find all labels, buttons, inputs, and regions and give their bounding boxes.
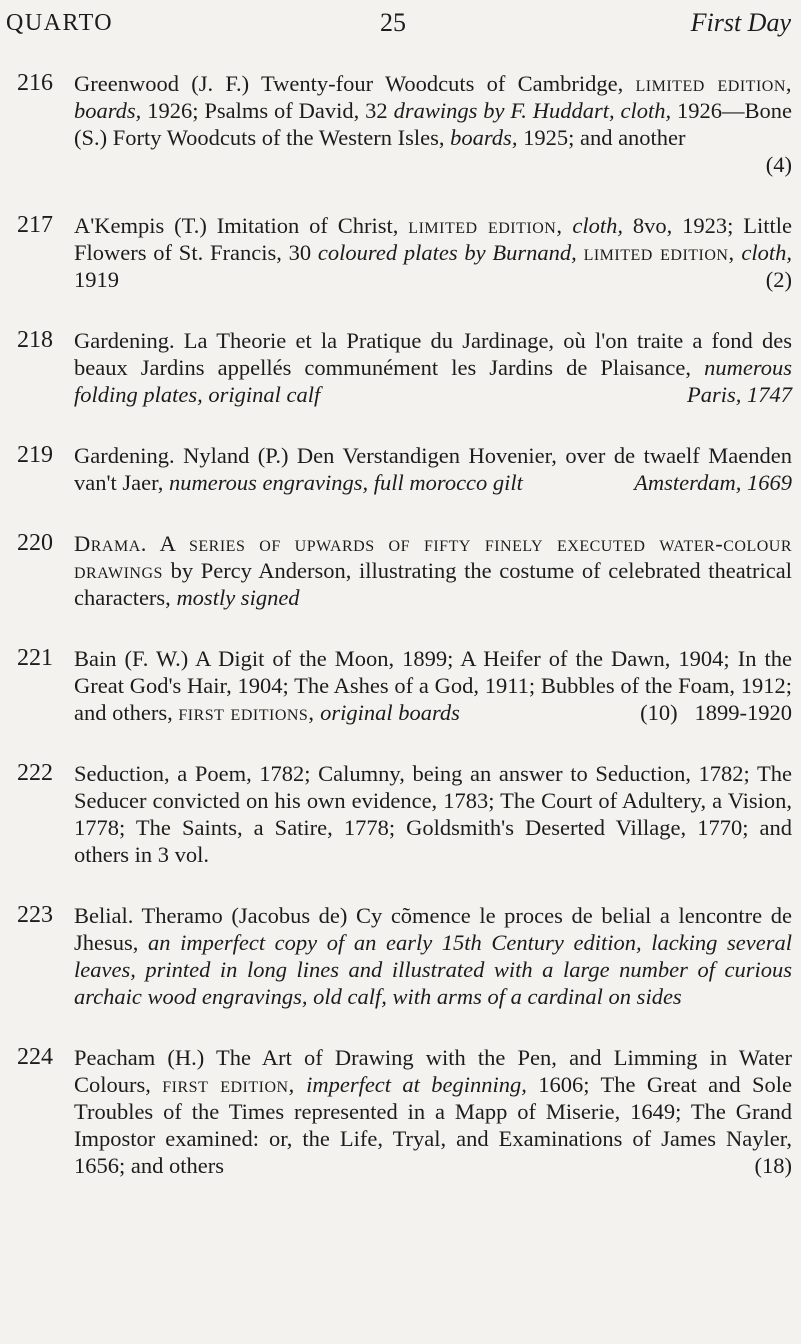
lot-condition: an imperfect copy of an early 15th Century edition, lacking several leaves, printed in long lines and illustrated with a large number of curious archaic wood engravings, old calf, with arms of a cardinal on sides: [74, 930, 792, 1009]
lot-number: 222: [17, 760, 53, 786]
lot-text: Greenwood (J. F.) Twenty-four Woodcuts of Cambridge,: [74, 71, 624, 96]
lot-number: 221: [17, 645, 53, 671]
header-day: First Day: [690, 8, 791, 37]
lot-entry: [0, 327, 801, 408]
lot-condition: mostly signed: [176, 585, 300, 610]
lot-entry: [0, 442, 801, 496]
lot-entry: [0, 1044, 801, 1179]
lot-imprint: Paris, 1747: [686, 382, 792, 407]
lot-number: 223: [17, 902, 53, 928]
lot-entry: [0, 212, 801, 293]
lot-entry: [0, 530, 801, 611]
lot-description: [74, 212, 792, 293]
lot-quantity-dates: [640, 699, 792, 726]
lot-description: [74, 645, 792, 726]
page-number: 25: [380, 8, 406, 37]
header-format: QUARTO: [6, 10, 114, 36]
lot-condition: imperfect at beginning,: [306, 1072, 527, 1097]
lot-edition: limited edition,: [583, 240, 735, 265]
lot-number: 217: [17, 212, 53, 238]
lot-number: 224: [17, 1044, 53, 1070]
lot-text: 1926; Psalms of David, 32: [147, 98, 388, 123]
lot-entry: [0, 760, 801, 868]
lot-number: 219: [17, 442, 53, 468]
lot-text: Gardening. Nyland (P.) Den Verstandigen Hovenier, over de twaelf Maenden van't Jaer,: [74, 443, 792, 495]
lot-description: [74, 70, 792, 178]
lot-quantity: (10): [640, 700, 678, 725]
lot-edition: first editions,: [178, 700, 315, 725]
lot-text: A'Kempis (T.) Imitation of Christ,: [74, 213, 399, 238]
lot-imprint: Amsterdam, 1669: [634, 470, 792, 495]
lot-text: 1925; and another: [523, 125, 686, 150]
lot-description: [74, 442, 792, 496]
lot-text: 1606; The Great and Sole Troubles of the Times represented in a Mapp of Miserie, 1649; The Grand Impostor examined: or, the Life, Tryal, and Examinations of James Nayler, 1656; and others: [74, 1072, 793, 1178]
lot-illustration: drawings by F. Huddart, cloth,: [393, 98, 672, 123]
lot-binding: original boards: [320, 700, 460, 725]
lot-text: Peacham (H.) The Art of Drawing with the Pen, and Limming in Water Colours,: [74, 1045, 792, 1097]
lot-text: 8vo, 1923; Little Flowers of St. Francis, 30: [74, 213, 792, 265]
lot-binding: boards,: [74, 98, 142, 123]
lot-binding: cloth,: [741, 240, 793, 265]
lot-quantity: (2): [765, 267, 792, 292]
lot-description: [74, 902, 792, 1010]
page-header: [0, 4, 801, 44]
lot-text: Gardening. La Theorie et la Pratique du Jardinage, où l'on traite a fond des beaux Jardins appellés communément les Jardins de Plaisance,: [74, 328, 792, 380]
lot-description: [74, 1044, 792, 1179]
lot-binding: boards,: [450, 125, 518, 150]
lot-edition: limited edition,: [408, 213, 563, 238]
lot-quantity: (4): [765, 152, 792, 177]
lot-text: 1926—Bone (S.) Forty Woodcuts of the Western Isles,: [74, 98, 793, 150]
lot-description: [74, 327, 792, 408]
lot-description: [74, 760, 792, 868]
lot-number: 218: [17, 327, 53, 353]
lot-edition: limited edition,: [635, 71, 793, 96]
lot-number: 216: [17, 70, 53, 96]
lot-entry: [0, 902, 801, 1010]
lot-entry: [0, 645, 801, 726]
lot-text: Seduction, a Poem, 1782; Calumny, being an answer to Seduction, 1782; The Seducer convicted on his own evidence, 1783; The Court of Adultery, a Vision, 1778; The Saints, a Satire, 1778; Goldsmith's Deserted Village, 1770; and others in 3 vol.: [74, 761, 792, 867]
lot-condition: numerous folding plates, original calf: [74, 355, 792, 407]
lot-number: 220: [17, 530, 53, 556]
lot-edition: first edition,: [162, 1072, 295, 1097]
lot-text: by Percy Anderson, illustrating the costume of celebrated theatrical characters,: [74, 558, 792, 610]
lot-title: Drama. A series of upwards of fifty finely executed water-colour drawings: [74, 531, 792, 583]
lot-condition: numerous engravings, full morocco gilt: [169, 470, 523, 495]
lot-description: [74, 530, 792, 611]
lot-date: 1919: [74, 267, 119, 292]
lot-quantity: (18): [754, 1153, 792, 1178]
lot-entry: [0, 70, 801, 178]
lot-binding: cloth,: [572, 213, 623, 238]
lot-date: 1899-1920: [694, 700, 792, 725]
lot-list: [0, 70, 801, 1213]
lot-text: Bain (F. W.) A Digit of the Moon, 1899; A Heifer of the Dawn, 1904; In the Great God's Hair, 1904; The Ashes of a God, 1911; Bubbles of the Foam, 1912; and others,: [74, 646, 792, 725]
lot-text: Belial. Theramo (Jacobus de) Cy cõmence le proces de belial a lencontre de Jhesus,: [74, 903, 792, 955]
lot-illustration: coloured plates by Burnand,: [317, 240, 577, 265]
